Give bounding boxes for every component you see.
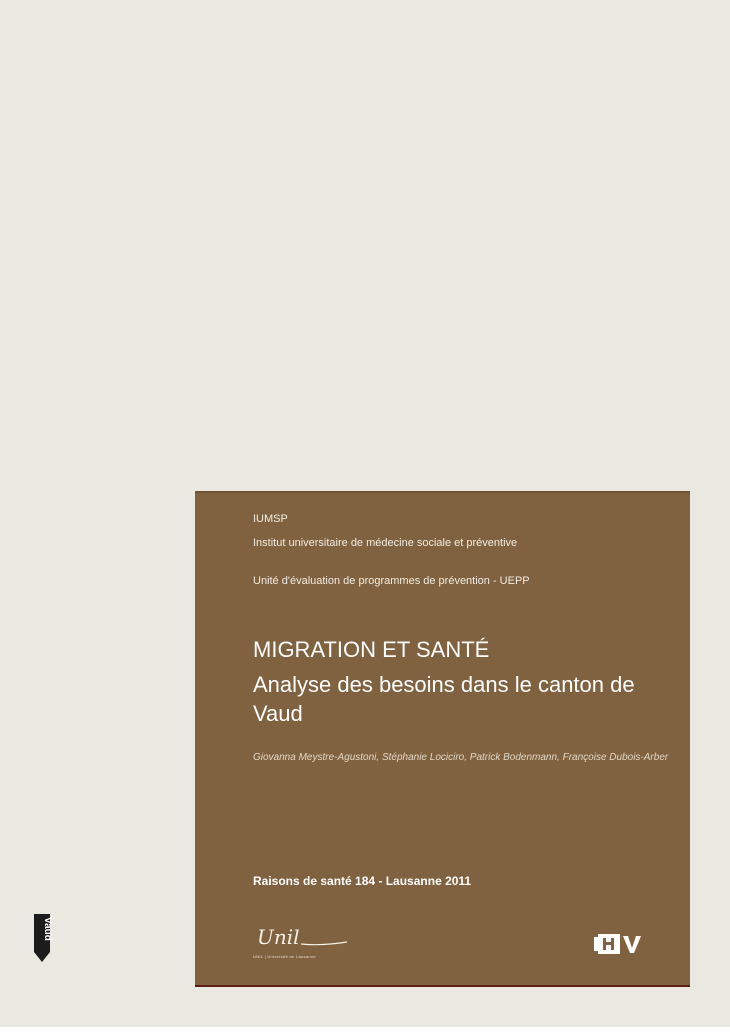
unil-logo <box>253 925 373 965</box>
vaud-logo <box>30 912 54 964</box>
vaud-wordmark: Vaud <box>42 917 53 941</box>
report-subtitle: Analyse des besoins dans le canton de Vaud <box>253 672 635 726</box>
unil-wordmark: Unil <box>257 925 300 949</box>
unil-swoosh-icon <box>301 939 349 947</box>
report-authors: Giovanna Meystre-Agustoni, Stéphanie Lociciro, Patrick Bodenmann, Françoise Dubois-Arber <box>253 752 669 763</box>
report-title: MIGRATION ET SANTÉ <box>253 637 490 662</box>
cover-title-box <box>195 491 690 987</box>
chuv-logo <box>592 933 652 955</box>
unil-caption: UNIL | Université de Lausanne <box>253 954 316 959</box>
institute-acronym: IUMSP <box>253 513 288 525</box>
unit-name: Unité d'évaluation de programmes de prévention - UEPP <box>253 575 530 587</box>
series-info: Raisons de santé 184 - Lausanne 2011 <box>253 874 472 888</box>
institute-name: Institut universitaire de médecine sociale et préventive <box>253 537 518 549</box>
